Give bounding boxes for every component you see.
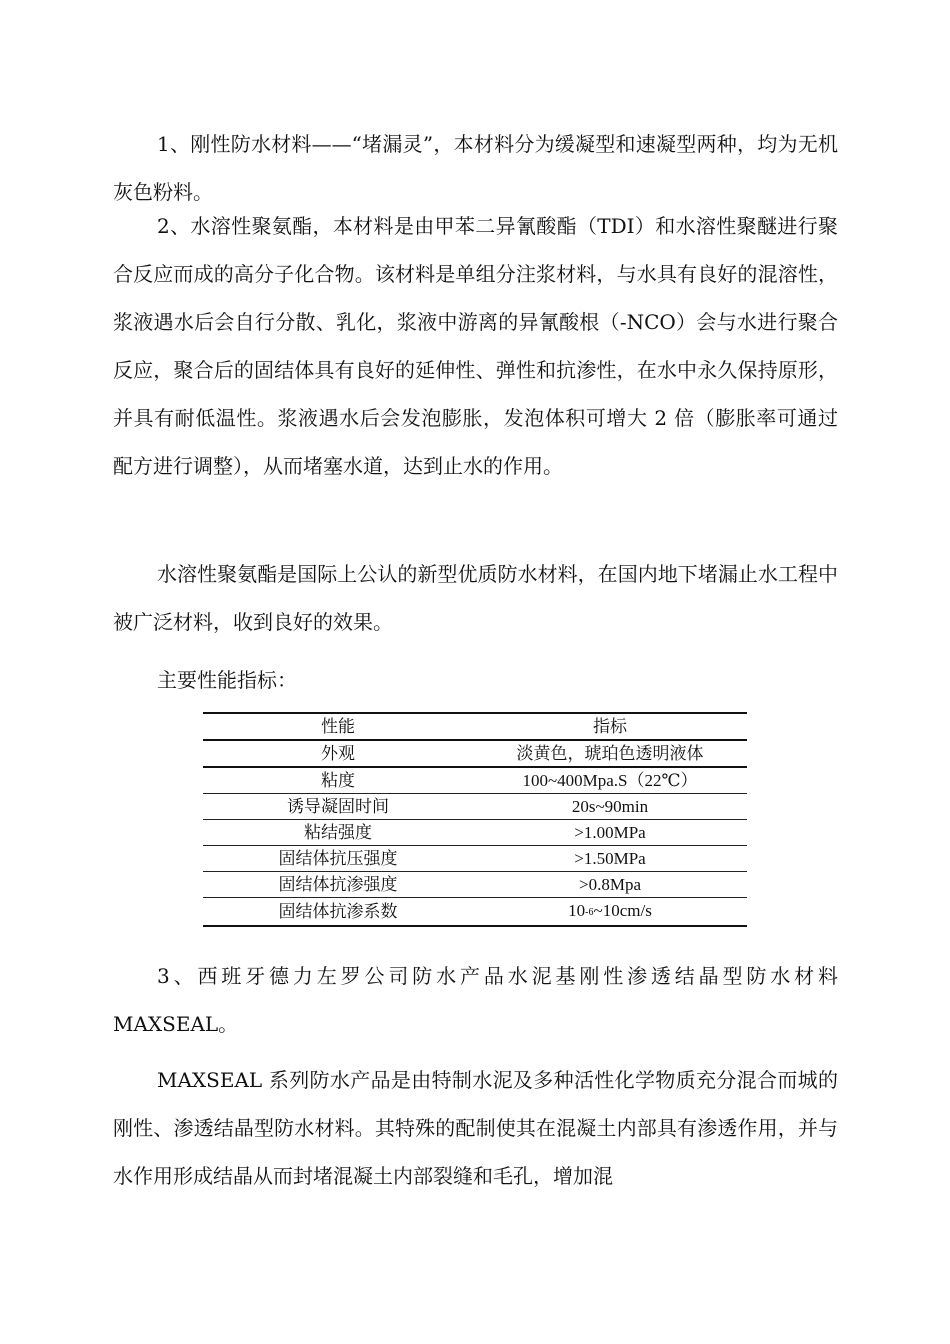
row-label: 诱导凝固时间: [203, 794, 473, 820]
row-label: 固结体抗渗系数: [203, 898, 473, 927]
table-caption: 主要性能指标：: [157, 668, 297, 692]
row-label: 固结体抗渗强度: [203, 872, 473, 898]
value-rest: ~10cm/s: [593, 901, 652, 920]
value-exponent: -6: [585, 907, 594, 918]
table-row: [203, 846, 747, 872]
table-row: [203, 794, 747, 820]
row-label: 外观: [203, 740, 473, 767]
row-label: 粘结强度: [203, 820, 473, 846]
row-value: >1.50MPa: [473, 846, 747, 872]
table-row: [203, 872, 747, 898]
row-value: 20s~90min: [473, 794, 747, 820]
row-label: 粘度: [203, 767, 473, 794]
table-row: [203, 740, 747, 767]
spec-table: [203, 712, 747, 927]
row-label: 固结体抗压强度: [203, 846, 473, 872]
row-value: [473, 898, 747, 927]
table-row: [203, 898, 747, 927]
paragraph-3: 水溶性聚氨酯是国际上公认的新型优质防水材料，在国内地下堵漏止水工程中被广泛材料，收到良好的效果。: [113, 562, 838, 634]
table-row: [203, 820, 747, 846]
paragraph-4: 3、西班牙德力左罗公司防水产品水泥基刚性渗透结晶型防水材料 MAXSEAL。: [113, 964, 838, 1036]
row-value: >0.8Mpa: [473, 872, 747, 898]
header-property: 性能: [203, 713, 473, 740]
row-value: 淡黄色，琥珀色透明液体: [473, 740, 747, 767]
row-value: 100~400Mpa.S（22℃）: [473, 767, 747, 794]
value-base: 10: [568, 901, 586, 920]
paragraph-5: MAXSEAL 系列防水产品是由特制水泥及多种活性化学物质充分混合而城的刚性、渗透结晶型防水材料。其特殊的配制使其在混凝土内部具有渗透作用，并与水作用形成结晶从而封堵混凝土内部裂缝和毛孔，增加混: [113, 1068, 838, 1188]
row-value: >1.00MPa: [473, 820, 747, 846]
header-value: 指标: [473, 713, 747, 740]
table-header-row: [203, 713, 747, 740]
paragraph-2: 2、水溶性聚氨酯，本材料是由甲苯二异氰酸酯（TDI）和水溶性聚醚进行聚合反应而成的高分子化合物。该材料是单组分注浆材料，与水具有良好的混溶性，浆液遇水后会自行分散、乳化，浆液中游离的异氰酸根（-NCO）会与水进行聚合反应，聚合后的固结体具有良好的延伸性、弹性和抗渗性，在水中永久保持原形，并具有耐低温性。浆液遇水后会发泡膨胀，发泡体积可增大 2 倍（膨胀率可通过配方进行调整），从而堵塞水道，达到止水的作用。: [113, 214, 838, 478]
table-row: [203, 767, 747, 794]
paragraph-1: 1、刚性防水材料——“堵漏灵”，本材料分为缓凝型和速凝型两种，均为无机灰色粉料。: [113, 132, 838, 204]
